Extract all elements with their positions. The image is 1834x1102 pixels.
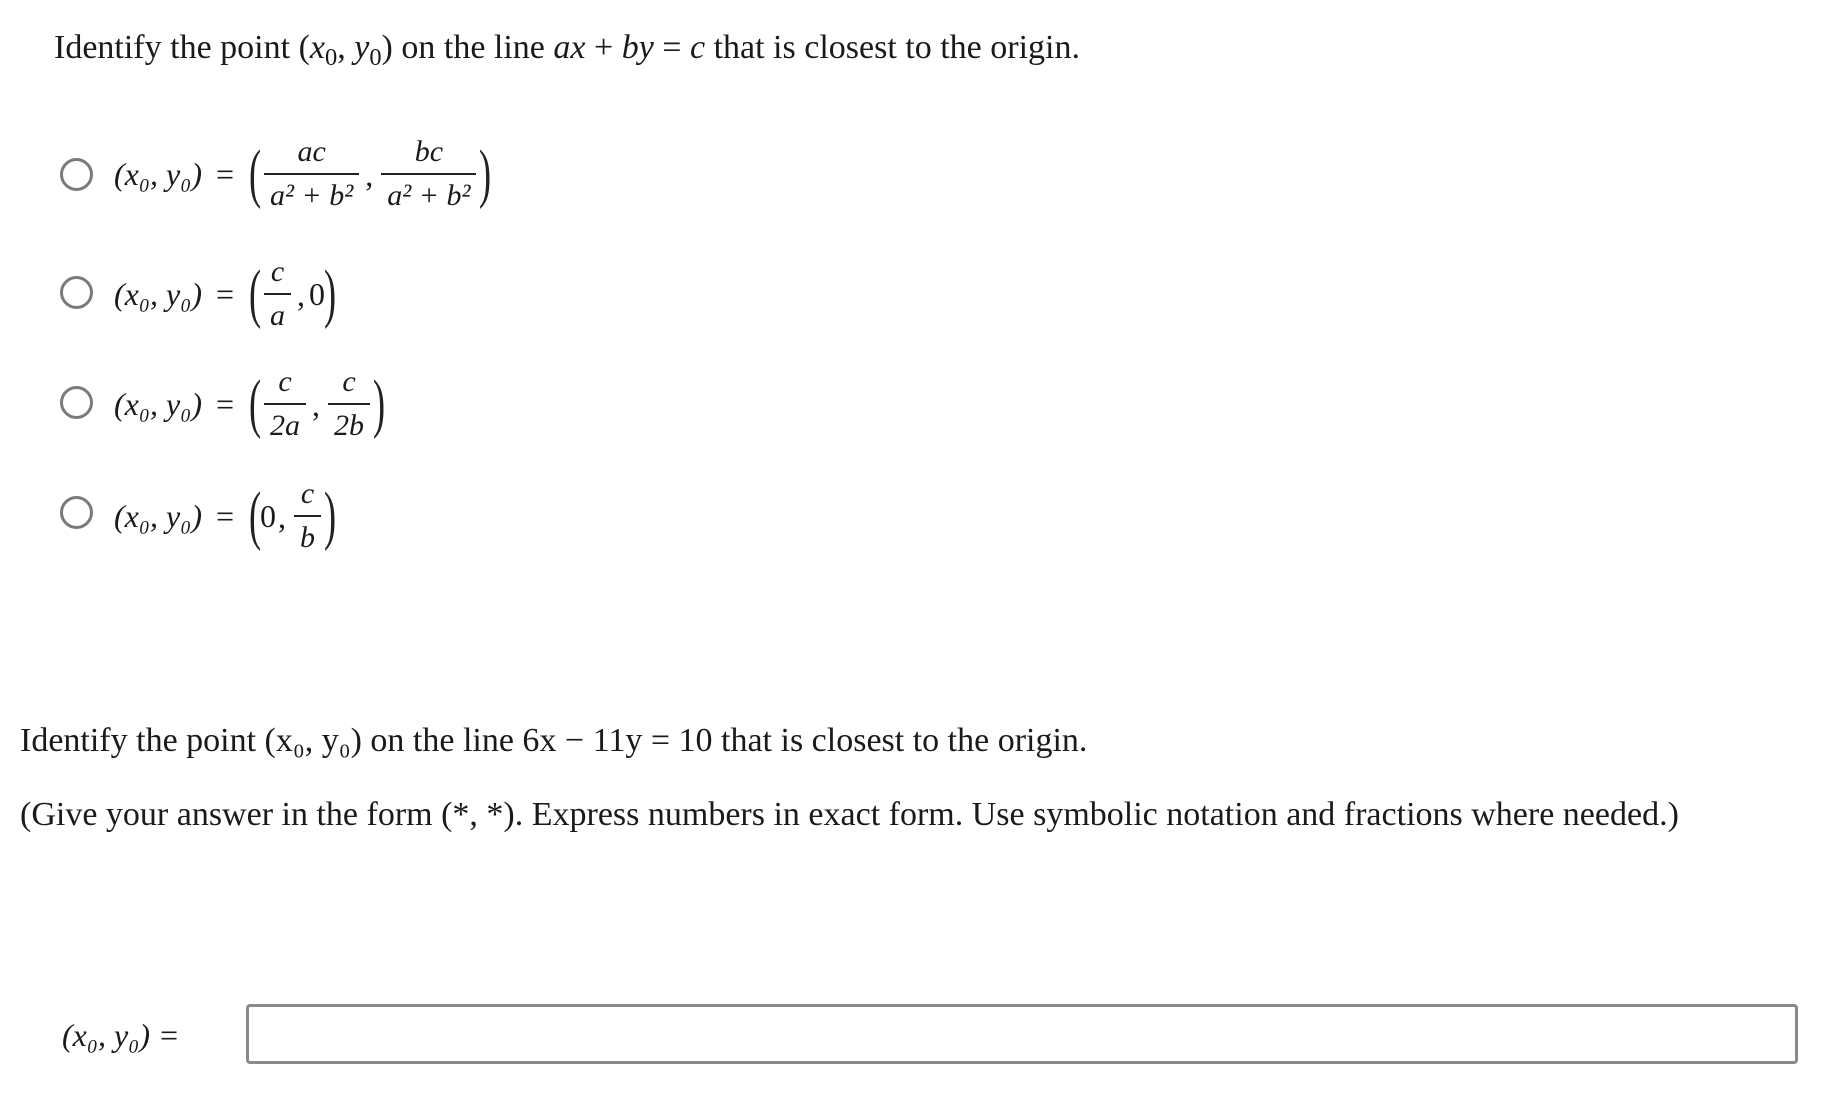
option-2-equals: = (215, 275, 235, 312)
option-1-equals: = (215, 155, 235, 192)
option-1-lhs: (x₀, y₀) (114, 155, 202, 192)
q1-text-before: Identify the point (54, 29, 299, 66)
option-1-numerator-1: ac (297, 135, 326, 168)
option-3-left-paren: ( (248, 367, 262, 440)
option-4-left-paren: ( (248, 479, 262, 552)
option-2-denominator-1: a (264, 293, 291, 333)
question-2-prompt: Identify the point (x₀, y₀) on the line 6x − 11y = 10 that is closest to the origin. (20, 722, 1088, 759)
option-3-fraction-1 (264, 365, 306, 443)
option-3-denominator-1: 2a (264, 403, 306, 443)
option-3[interactable] (114, 354, 384, 454)
option-1-comma: , (365, 157, 374, 193)
q1-point-y-sub: 0 (369, 43, 382, 71)
option-1-fraction-2 (381, 135, 476, 213)
option-2-lhs: (x₀, y₀) (114, 275, 202, 312)
q1-point-x-sub: 0 (324, 43, 338, 71)
option-4-first-coord: 0 (260, 497, 276, 534)
option-1-fraction-1 (264, 135, 359, 213)
option-3-right-paren: ) (372, 367, 386, 440)
question-2-instructions: (Give your answer in the form (*, *). Express numbers in exact form. Use symbolic notation and fractions where needed.) (20, 796, 1679, 833)
q1-line-c: c (689, 29, 706, 66)
option-2-numerator-1: c (270, 255, 285, 288)
q1-line-a: ax (553, 29, 586, 66)
answer-input[interactable] (246, 1004, 1798, 1064)
q1-line-plus: + (585, 29, 622, 66)
option-1-right-paren: ) (479, 137, 492, 210)
answer-label: (x₀, y₀) = (62, 1017, 180, 1053)
option-4-equals: = (215, 497, 235, 534)
q1-point-y: y (354, 29, 370, 66)
question-1-prompt: Identify the point ($x_0$, $y_0$) on the line ax + by = c that is closest to the origin. (54, 29, 1080, 71)
option-4-comma: , (278, 499, 286, 535)
option-2[interactable] (114, 244, 335, 344)
option-1-denominator-1: a² + b² (264, 173, 359, 213)
option-4-denominator-2: b (294, 515, 321, 555)
q1-text-after: that is closest to the origin. (705, 29, 1080, 66)
option-1-numerator-2: bc (414, 135, 444, 168)
q1-line-eq: = (653, 29, 690, 66)
option-4-radio[interactable] (60, 496, 93, 529)
option-4-numerator-2: c (300, 477, 315, 510)
option-2-fraction-1 (264, 255, 291, 333)
option-1-denominator-2: a² + b² (381, 173, 476, 213)
option-1[interactable] (114, 124, 490, 224)
option-2-second-coord: 0 (309, 275, 325, 312)
option-3-numerator-2: c (342, 365, 356, 398)
option-4[interactable] (114, 466, 335, 566)
option-2-comma: , (297, 277, 305, 313)
q1-text-mid: on the line (392, 29, 554, 66)
option-2-left-paren: ( (248, 257, 262, 330)
option-4-lhs: (x₀, y₀) (114, 497, 202, 534)
option-3-equals: = (215, 385, 235, 422)
option-3-denominator-2: 2b (328, 403, 370, 443)
option-4-fraction-2 (294, 477, 321, 555)
option-3-comma: , (312, 387, 320, 423)
option-3-lhs: (x₀, y₀) (114, 385, 202, 422)
option-1-left-paren: ( (248, 137, 262, 210)
option-4-right-paren: ) (323, 479, 337, 552)
q1-point-x: x (309, 29, 325, 66)
option-3-numerator-1: c (278, 365, 292, 398)
option-2-right-paren: ) (323, 257, 337, 330)
option-1-radio[interactable] (60, 158, 93, 191)
option-3-fraction-2 (328, 365, 370, 443)
option-3-radio[interactable] (60, 386, 93, 419)
option-2-radio[interactable] (60, 276, 93, 309)
q1-line-b: by (621, 29, 654, 66)
